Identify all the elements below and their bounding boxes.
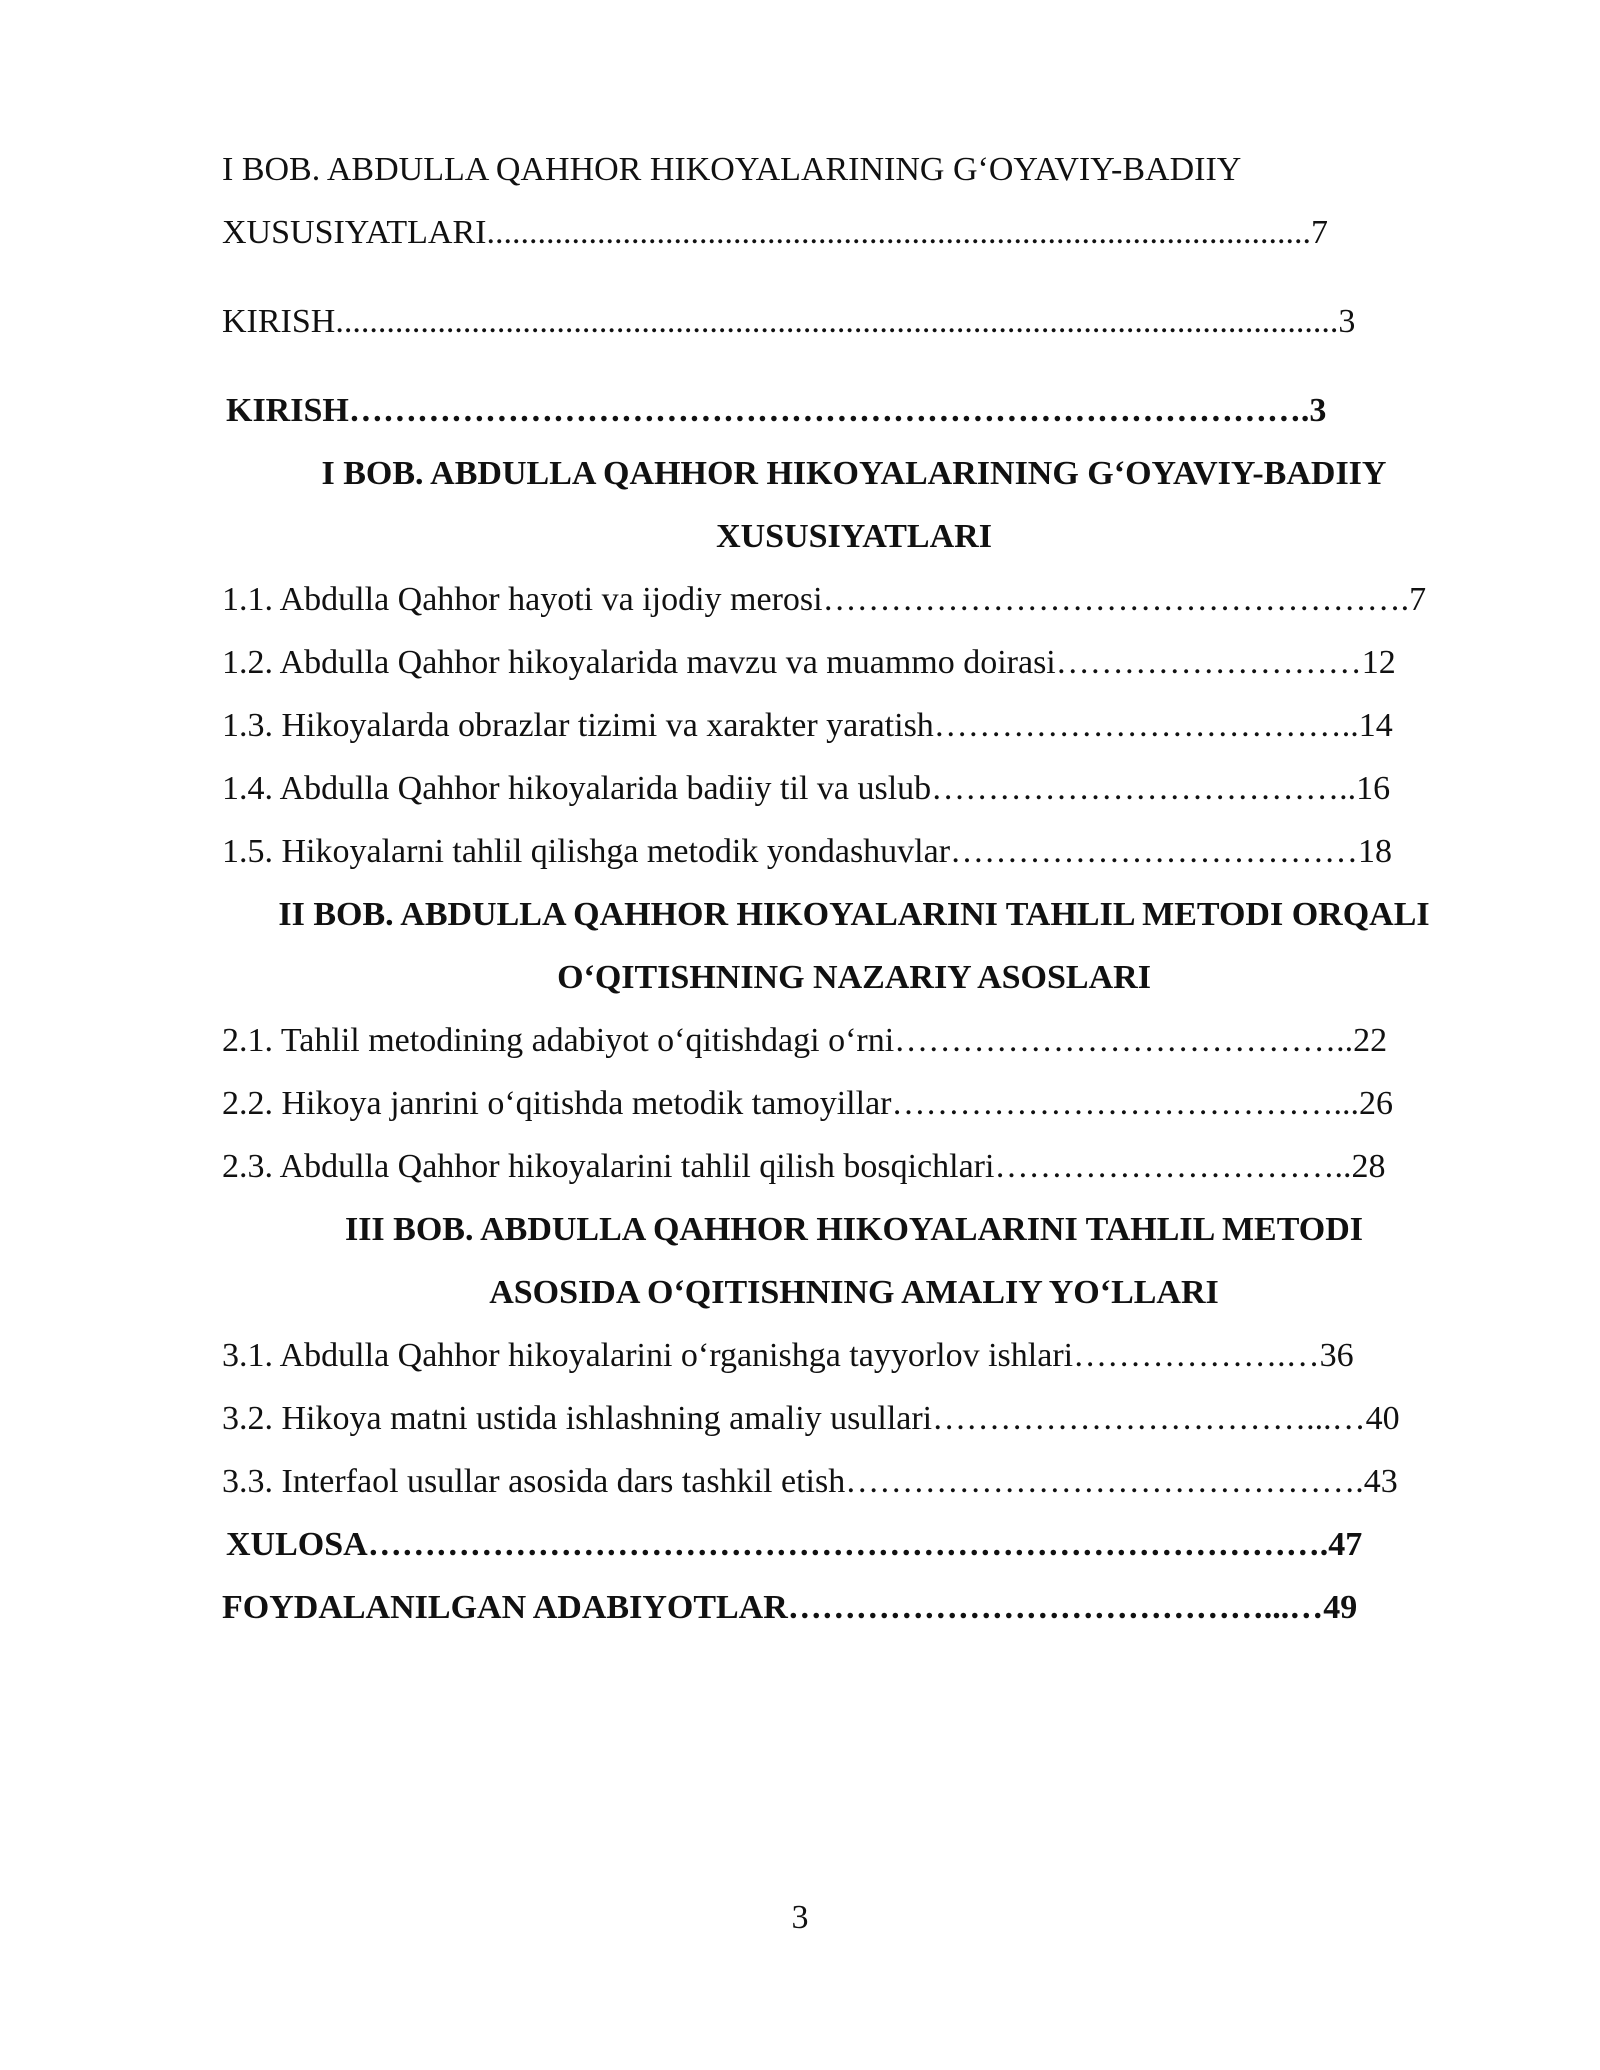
toc-entry-2-1: 2.1. Tahlil metodining adabiyot o‘qitishdagi o‘rni…………………………………..22 — [222, 1022, 1388, 1059]
chapter-2-title-line-1: II BOB. ABDULLA QAHHOR HIKOYALARINI TAHLIL METODI ORQALI — [278, 896, 1430, 933]
toc-entry-1-3: 1.3. Hikoyalarda obrazlar tizimi va xarakter yaratish………………………………..14 — [222, 707, 1393, 744]
chapter-1-title-line-2: XUSUSIYATLARI — [716, 518, 992, 555]
toc-entry-1-4: 1.4. Abdulla Qahhor hikoyalarida badiiy til va uslub………………………………..16 — [222, 770, 1391, 807]
toc-heading-top-line-1: I BOB. ABDULLA QAHHOR HIKOYALARINING G‘OYAVIY-BADIIY — [222, 151, 1242, 188]
chapter-2-title-line-2: O‘QITISHNING NAZARIY ASOSLARI — [557, 959, 1151, 996]
toc-entry-3-2: 3.2. Hikoya matni ustida ishlashning amaliy usullari……………………………...…40 — [222, 1400, 1400, 1437]
page-number: 3 — [791, 1899, 809, 1936]
toc-entry-xulosa: XULOSA………………………………………………………………………….47 — [226, 1526, 1363, 1563]
chapter-3-title-line-1: III BOB. ABDULLA QAHHOR HIKOYALARINI TAHLIL METODI — [344, 1211, 1364, 1248]
toc-entry-2-2: 2.2. Hikoya janrini o‘qitishda metodik tamoyillar…………………………………...26 — [222, 1085, 1393, 1122]
toc-entry-kirish-plain: KIRISH......................................................................................................................3 — [222, 303, 1356, 340]
toc-entry-2-3: 2.3. Abdulla Qahhor hikoyalarini tahlil qilish bosqichlari…………………………..28 — [222, 1148, 1386, 1185]
chapter-3-title-line-2: ASOSIDA O‘QITISHNING AMALIY YO‘LLARI — [489, 1274, 1219, 1311]
toc-entry-3-3: 3.3. Interfaol usullar asosida dars tashkil etish……………………………………….43 — [222, 1463, 1398, 1500]
toc-entry-adabiyotlar: FOYDALANILGAN ADABIYOTLAR……………………………………...…49 — [222, 1589, 1358, 1626]
toc-entry-1-5: 1.5. Hikoyalarni tahlil qilishga metodik yondashuvlar………………………………18 — [222, 833, 1393, 870]
toc-entry-1-2: 1.2. Abdulla Qahhor hikoyalarida mavzu va muammo doirasi………………………12 — [222, 644, 1396, 681]
toc-entry-1-1: 1.1. Abdulla Qahhor hayoti va ijodiy merosi…………………………………………….7 — [222, 581, 1427, 618]
chapter-1-title-line-1: I BOB. ABDULLA QAHHOR HIKOYALARINING G‘OYAVIY-BADIIY — [321, 455, 1387, 492]
toc-entry-3-1: 3.1. Abdulla Qahhor hikoyalarini o‘rganishga tayyorlov ishlari……………….…36 — [222, 1337, 1354, 1374]
toc-entry-kirish: KIRISH………………………………………………………………………….3 — [226, 392, 1327, 429]
toc-heading-top-line-2: XUSUSIYATLARI.................................................................................................7 — [222, 214, 1328, 251]
